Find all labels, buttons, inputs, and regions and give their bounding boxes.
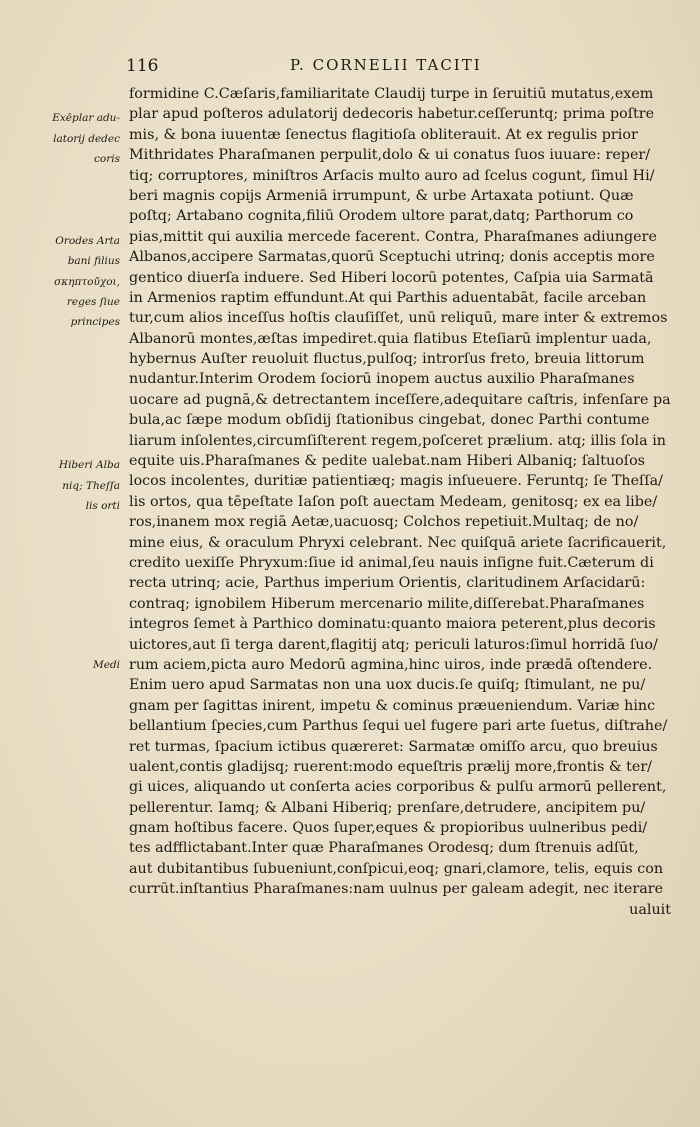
text-line: formidine C.Cæſaris,familiaritate Claudij turpe in ſeruitiū mutatus,exem: [129, 86, 654, 102]
text-line: rum aciem,picta auro Medorū agmina,hinc uiros, inde prædā oſtendere.: [129, 656, 653, 673]
marginal-note-line: coris: [94, 153, 120, 166]
marginal-note: [20, 659, 120, 672]
text-line: plar apud poſteros adulatorij dedecoris habetur.ceſſeruntq; prima poſtre: [129, 106, 655, 123]
text-line: pellerentur. Iamq; & Albani Hiberiq; prenſare,detrudere, ancipitem pu/: [129, 799, 646, 816]
text-line: uocare ad pugnā,& detrectantem inceſſere,adequitare caſtris, infenſare pa: [129, 391, 671, 408]
text-line: credito uexiſſe Phryxum:ſiue id animal,ſeu nauis inſigne fuit.Cæterum di: [129, 554, 654, 571]
text-line: bellantium ſpecies,cum Parthus ſequi uel fugere pari arte ſuetus, diſtrahe/: [129, 718, 668, 735]
text-line: nudantur.Interim Orodem ſociorū inopem auctus auxilio Pharaſmanes: [129, 371, 635, 388]
marginal-note: [20, 231, 120, 272]
text-line: poſtq; Artabano cognita,filiū Orodem ultore parat,datq; Parthorum co: [129, 208, 634, 225]
marginal-note-line: niq; Theſſa: [62, 479, 120, 492]
marginal-note-line: principes: [70, 316, 120, 329]
marginal-note-line: latorij dedec: [53, 132, 120, 145]
marginal-note: [20, 272, 120, 333]
text-line: beri magnis copijs Armeniā irrumpunt, & urbe Artaxata potiunt. Quæ: [129, 187, 634, 204]
marginal-note: [20, 455, 120, 516]
marginal-note-line: Hiberi Alba: [58, 459, 120, 472]
marginal-note-line: bani filius: [67, 255, 120, 268]
marginal-notes: [0, 0, 124, 1127]
text-line: aut dubitantibus ſubueniunt,conſpicui,eoq; gnari,clamore, telis, equis con: [129, 860, 664, 877]
marginal-note-line: Exēplar adu-: [52, 112, 120, 125]
marginal-note-line: Medi: [92, 659, 120, 672]
text-line: hybernus Auſter reuoluit fluctus,pulſoq; introrſus freto, breuia littorum: [129, 351, 645, 368]
text-line: gi uices, aliquando ut conſerta acies corporibus & pulſu armorū pellerent,: [129, 779, 667, 796]
marginal-note-line: σκηπτοῦχοι,: [54, 275, 120, 288]
text-line: tes adfflictabant.Inter quæ Pharaſmanes Orodesq; dum ſtrenuis adſūt,: [129, 840, 639, 857]
marginal-note-line: reges ſiue: [66, 296, 120, 308]
text-line: in Armenios raptim effundunt.At qui Parthis aduentabāt, facile arceban: [129, 289, 647, 306]
text-line: Enim uero apud Sarmatas non una uox ducis.ſe quiſq; ſtimulant, ne pu/: [129, 677, 646, 694]
text-line: integros ſemet à Parthico dominatu:quanto maiora peterent,plus decoris: [129, 616, 656, 633]
text-line: Albanorū montes,æſtas impediret.quia flatibus Eteſiarū implentur uada,: [129, 330, 652, 347]
text-line: ualent,contis gladijsq; ruerent:modo equeſtris prælij more,frontis & ter/: [129, 758, 653, 775]
text-line: tur,cum alios inceſſus hoſtis clauſiſſet, unū reliquū, mare inter & extremos: [129, 310, 668, 327]
main-text-block: [129, 84, 677, 920]
text-line: Albanos,accipere Sarmatas,quorū Sceptuchi utrinq; donis acceptis more: [129, 249, 655, 266]
running-head: P. CORNELII TACITI: [290, 56, 482, 74]
text-line: locos incolentes, duritiæ patientiæq; magis inſueuere. Feruntq; ſe Theſſa/: [129, 473, 663, 490]
page-number: 116: [126, 56, 159, 76]
text-line: pias,mittit qui auxilia mercede facerent. Contra, Pharaſmanes adiungere: [129, 228, 657, 245]
text-line: recta utrinq; acie, Parthus imperium Orientis, claritudinem Arſacidarū:: [129, 575, 646, 592]
catchword: ualuit: [629, 901, 671, 918]
text-line: Mithridates Pharaſmanen perpulit,dolo & ui conatus ſuos iuuare: reper/: [129, 147, 651, 164]
text-line: gnam hoſtibus facere. Quos ſuper,eques & propioribus uulneribus pedi/: [129, 820, 648, 837]
text-line: equite uis.Pharaſmanes & pedite ualebat.nam Hiberi Albaniq; ſaltuoſos: [129, 453, 646, 470]
marginal-note: [20, 108, 120, 169]
text-line: tiq; corruptores, miniſtros Arſacis multo auro ad ſcelus cogunt, ſimul Hi/: [129, 167, 655, 184]
text-line: ros,inanem mox regiā Aetæ,uacuosq; Colchos repetiuit.Multaq; de no/: [129, 514, 639, 531]
text-line: contraq; ignobilem Hiberum mercenario milite,diſſerebat.Pharaſmanes: [129, 595, 645, 612]
text-line: uictores,aut ſi terga darent,flagitij atq; periculi laturos:ſimul horridā ſuo/: [129, 636, 658, 653]
text-line: bula,ac ſæpe modum obſidij ſtationibus cingebat, donec Parthi contume: [129, 412, 650, 429]
text-line: gnam per ſagittas inirent, impetu & cominus præueniendum. Variæ hinc: [129, 697, 656, 714]
text-line: ret turmas, ſpacium ictibus quæreret: Sarmatæ omiſſo arcu, quo breuius: [129, 738, 658, 755]
text-line: mine eius, & oraculum Phryxi celebrant. Nec quiſquā ariete ſacrificauerit,: [129, 534, 667, 551]
text-line: lis ortos, qua tēpeſtate Iaſon poſt auectam Medeam, genitosq; ex ea libe/: [129, 493, 658, 510]
text-line: mis, & bona iuuentæ ſenectus flagitioſa obliterauit. At ex regulis prior: [129, 126, 638, 143]
text-line: liarum inſolentes,circumſiſterent regem,poſceret prælium. atq; illis ſola in: [129, 432, 666, 449]
text-line: gentico diuerſa induere. Sed Hiberi locorū potentes, Caſpia uia Sarmatā: [129, 269, 654, 286]
marginal-note-line: Orodes Arta: [55, 234, 120, 247]
marginal-note-line: lis orti: [85, 500, 120, 512]
text-line: currūt.inſtantius Pharaſmanes:nam uulnus per galeam adegit, nec iterare: [129, 881, 664, 898]
